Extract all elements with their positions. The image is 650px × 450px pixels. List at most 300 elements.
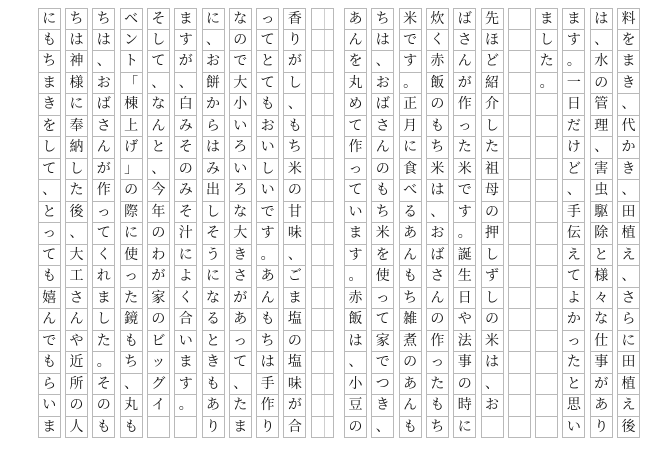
manuscript-cell: 米 [283, 159, 306, 181]
manuscript-cell: が [229, 288, 252, 310]
manuscript-cell [311, 137, 334, 159]
manuscript-cell: 飯 [344, 309, 367, 331]
manuscript-cell: の [283, 180, 306, 202]
manuscript-cell [535, 223, 558, 245]
manuscript-cell: 手 [256, 374, 279, 396]
manuscript-cell: 使 [371, 266, 394, 288]
manuscript-cell: い [562, 417, 585, 439]
manuscript-cell: し [92, 309, 115, 331]
manuscript-cell: が [453, 73, 476, 95]
manuscript-cell: の [590, 73, 613, 95]
manuscript-cell [535, 202, 558, 224]
manuscript-cell [535, 180, 558, 202]
manuscript-cell: 代 [617, 116, 640, 138]
manuscript-cell: り [590, 417, 613, 439]
manuscript-cell: り [256, 417, 279, 439]
manuscript-cell: 大 [229, 73, 252, 95]
manuscript-cell: も [92, 417, 115, 439]
manuscript-cell: ろ [229, 180, 252, 202]
manuscript-cell: 奉 [65, 116, 88, 138]
manuscript-column [617, 8, 640, 438]
manuscript-column [174, 8, 197, 438]
manuscript-cell: し [481, 245, 504, 267]
manuscript-cell: 人 [65, 417, 88, 439]
manuscript-cell [535, 266, 558, 288]
manuscript-cell: ビ [147, 331, 170, 353]
manuscript-cell: に [617, 331, 640, 353]
manuscript-cell: み [174, 116, 197, 138]
manuscript-cell: あ [344, 8, 367, 30]
manuscript-cell [508, 94, 531, 116]
manuscript-cell: 々 [590, 288, 613, 310]
manuscript-cell: ん [399, 395, 422, 417]
manuscript-cell [311, 374, 334, 396]
manuscript-cell: ん [92, 137, 115, 159]
manuscript-cell: 、 [590, 30, 613, 52]
manuscript-cell: 米 [371, 223, 394, 245]
manuscript-cell: 味 [283, 223, 306, 245]
manuscript-column [38, 8, 61, 438]
manuscript-cell: 法 [453, 331, 476, 353]
manuscript-cell [508, 51, 531, 73]
manuscript-cell: な [590, 309, 613, 331]
manuscript-cell: て [371, 309, 394, 331]
manuscript-cell: さ [453, 30, 476, 52]
manuscript-cell: い [344, 202, 367, 224]
manuscript-cell: 飯 [426, 73, 449, 95]
manuscript-cell: て [147, 51, 170, 73]
manuscript-cell [311, 352, 334, 374]
manuscript-cell: し [202, 202, 225, 224]
manuscript-cell: な [229, 202, 252, 224]
manuscript-cell: お [481, 395, 504, 417]
manuscript-cell [508, 8, 531, 30]
manuscript-cell: の [426, 309, 449, 331]
manuscript-cell: い [174, 331, 197, 353]
manuscript-column [120, 8, 143, 438]
manuscript-cell: 嬉 [38, 288, 61, 310]
manuscript-cell [311, 395, 334, 417]
manuscript-cell: よ [174, 266, 197, 288]
manuscript-cell [535, 374, 558, 396]
manuscript-cell: 時 [453, 395, 476, 417]
manuscript-cell: 。 [344, 266, 367, 288]
manuscript-cell: 日 [453, 288, 476, 310]
manuscript-cell [535, 309, 558, 331]
manuscript-cell [508, 395, 531, 417]
manuscript-cell: の [147, 223, 170, 245]
manuscript-cell: も [120, 417, 143, 439]
manuscript-cell: か [617, 137, 640, 159]
manuscript-column [371, 8, 394, 438]
manuscript-cell [535, 395, 558, 417]
manuscript-cell: を [617, 30, 640, 52]
manuscript-column [311, 8, 334, 438]
manuscript-cell: お [202, 51, 225, 73]
manuscript-cell: も [426, 116, 449, 138]
manuscript-cell: 、 [283, 245, 306, 267]
manuscript-cell: で [399, 30, 422, 52]
manuscript-cell: ま [92, 288, 115, 310]
manuscript-cell: の [147, 309, 170, 331]
manuscript-cell: も [426, 395, 449, 417]
manuscript-cell: 。 [399, 73, 422, 95]
manuscript-cell [535, 245, 558, 267]
manuscript-cell: さ [65, 288, 88, 310]
manuscript-cell: も [202, 374, 225, 396]
manuscript-column [399, 8, 422, 438]
manuscript-column [283, 8, 306, 438]
manuscript-cell: の [229, 30, 252, 52]
manuscript-cell: 赤 [426, 51, 449, 73]
manuscript-cell: は [426, 180, 449, 202]
manuscript-cell: ま [38, 73, 61, 95]
manuscript-cell: り [283, 30, 306, 52]
manuscript-cell: は [344, 331, 367, 353]
manuscript-cell: 事 [590, 352, 613, 374]
manuscript-cell [508, 137, 531, 159]
manuscript-cell: さ [229, 266, 252, 288]
manuscript-cell: や [65, 331, 88, 353]
manuscript-cell: ち [38, 51, 61, 73]
manuscript-cell: た [562, 352, 585, 374]
manuscript-cell [508, 180, 531, 202]
manuscript-cell: 植 [617, 374, 640, 396]
manuscript-cell: が [147, 266, 170, 288]
manuscript-cell: 合 [283, 417, 306, 439]
manuscript-column [562, 8, 585, 438]
manuscript-cell: 。 [453, 223, 476, 245]
manuscript-cell: れ [92, 266, 115, 288]
manuscript-cell: 米 [399, 8, 422, 30]
manuscript-cell: っ [562, 331, 585, 353]
manuscript-cell: き [617, 159, 640, 181]
manuscript-cell: 、 [174, 73, 197, 95]
manuscript-cell: も [120, 331, 143, 353]
manuscript-cell: は [256, 352, 279, 374]
manuscript-cell [311, 51, 334, 73]
manuscript-cell: 赤 [344, 288, 367, 310]
manuscript-cell: 工 [65, 266, 88, 288]
manuscript-cell: さ [426, 266, 449, 288]
manuscript-cell: し [535, 30, 558, 52]
manuscript-cell [311, 180, 334, 202]
manuscript-cell: ベ [120, 8, 143, 30]
manuscript-cell: が [590, 374, 613, 396]
manuscript-cell: 生 [453, 266, 476, 288]
manuscript-cell: 田 [617, 352, 640, 374]
manuscript-cell: 紹 [481, 73, 504, 95]
manuscript-cell: も [38, 352, 61, 374]
manuscript-cell: 料 [617, 8, 640, 30]
manuscript-cell: み [174, 180, 197, 202]
manuscript-cell [311, 288, 334, 310]
manuscript-cell: ど [481, 51, 504, 73]
manuscript-cell: 、 [120, 374, 143, 396]
manuscript-column [426, 8, 449, 438]
manuscript-cell: そ [147, 8, 170, 30]
manuscript-cell: ち [92, 8, 115, 30]
manuscript-cell: 作 [453, 94, 476, 116]
manuscript-cell: 、 [426, 202, 449, 224]
manuscript-cell [508, 266, 531, 288]
manuscript-column [453, 8, 476, 438]
manuscript-cell: て [38, 245, 61, 267]
manuscript-cell: 、 [481, 374, 504, 396]
manuscript-cell [311, 30, 334, 52]
manuscript-column [65, 8, 88, 438]
manuscript-cell: あ [399, 374, 422, 396]
manuscript-cell: は [202, 137, 225, 159]
manuscript-cell: も [38, 266, 61, 288]
manuscript-cell [311, 331, 334, 353]
manuscript-cell: 、 [147, 159, 170, 181]
manuscript-cell [311, 8, 334, 30]
manuscript-cell: す [174, 30, 197, 52]
manuscript-cell: ら [617, 309, 640, 331]
manuscript-cell: く [174, 288, 197, 310]
manuscript-cell: き [38, 94, 61, 116]
manuscript-cell: た [65, 180, 88, 202]
manuscript-cell: 。 [92, 352, 115, 374]
manuscript-cell [508, 202, 531, 224]
manuscript-cell: 甘 [283, 202, 306, 224]
manuscript-cell: き [229, 245, 252, 267]
manuscript-cell: い [38, 395, 61, 417]
manuscript-cell: ま [617, 51, 640, 73]
manuscript-cell: っ [256, 8, 279, 30]
manuscript-cell: 、 [38, 180, 61, 202]
manuscript-cell: ち [426, 137, 449, 159]
manuscript-column [590, 8, 613, 438]
manuscript-cell: 汁 [174, 223, 197, 245]
manuscript-cell: て [256, 73, 279, 95]
manuscript-cell: な [147, 94, 170, 116]
manuscript-cell: ッ [147, 352, 170, 374]
manuscript-cell: に [202, 266, 225, 288]
manuscript-column [147, 8, 170, 438]
manuscript-cell: げ [120, 137, 143, 159]
manuscript-cell: っ [426, 352, 449, 374]
manuscript-cell [508, 331, 531, 353]
manuscript-cell: を [344, 51, 367, 73]
manuscript-cell: も [256, 94, 279, 116]
manuscript-cell: た [535, 51, 558, 73]
manuscript-cell: ち [371, 8, 394, 30]
manuscript-cell: て [38, 159, 61, 181]
manuscript-cell [311, 417, 334, 439]
manuscript-cell: 、 [371, 51, 394, 73]
manuscript-cell: て [562, 266, 585, 288]
manuscript-cell: る [202, 309, 225, 331]
manuscript-cell: 年 [147, 202, 170, 224]
manuscript-cell: も [256, 309, 279, 331]
manuscript-cell [508, 73, 531, 95]
manuscript-cell: の [481, 309, 504, 331]
manuscript-cell: で [229, 51, 252, 73]
manuscript-cell: り [202, 417, 225, 439]
manuscript-cell: 駆 [590, 202, 613, 224]
manuscript-cell: の [283, 331, 306, 353]
manuscript-cell: ち [120, 352, 143, 374]
manuscript-cell: は [371, 30, 394, 52]
manuscript-cell [311, 159, 334, 181]
manuscript-cell [311, 309, 334, 331]
manuscript-cell: ど [562, 159, 585, 181]
manuscript-cell: あ [202, 395, 225, 417]
manuscript-cell: ん [256, 288, 279, 310]
manuscript-cell [481, 417, 504, 439]
manuscript-cell: に [202, 8, 225, 30]
manuscript-cell: 日 [562, 94, 585, 116]
manuscript-cell: の [481, 202, 504, 224]
manuscript-cell: 丸 [344, 73, 367, 95]
manuscript-cell: う [202, 245, 225, 267]
manuscript-cell: け [562, 137, 585, 159]
manuscript-column [535, 8, 558, 438]
manuscript-cell: す [399, 51, 422, 73]
manuscript-cell: 出 [202, 180, 225, 202]
manuscript-cell: ん [453, 51, 476, 73]
manuscript-cell: き [202, 352, 225, 374]
manuscript-cell: も [399, 417, 422, 439]
manuscript-cell: お [371, 73, 394, 95]
manuscript-cell: 誕 [453, 245, 476, 267]
manuscript-cell [535, 331, 558, 353]
manuscript-cell: 雑 [399, 309, 422, 331]
manuscript-cell: と [256, 51, 279, 73]
manuscript-cell: ま [344, 223, 367, 245]
manuscript-cell: も [38, 30, 61, 52]
manuscript-cell: 田 [617, 202, 640, 224]
manuscript-column [202, 8, 225, 438]
manuscript-cell: ん [344, 30, 367, 52]
manuscript-cell: わ [147, 245, 170, 267]
manuscript-cell: 正 [399, 94, 422, 116]
manuscript-cell: 手 [562, 202, 585, 224]
manuscript-cell: は [590, 8, 613, 30]
manuscript-cell: 一 [562, 73, 585, 95]
manuscript-cell: ろ [229, 137, 252, 159]
manuscript-cell: 作 [426, 331, 449, 353]
manuscript-cell: あ [256, 266, 279, 288]
manuscript-cell: て [92, 223, 115, 245]
manuscript-cell: く [426, 30, 449, 52]
manuscript-cell: 後 [617, 417, 640, 439]
manuscript-cell: ば [92, 94, 115, 116]
manuscript-cell: つ [371, 374, 394, 396]
manuscript-cell [508, 288, 531, 310]
manuscript-cell: そ [92, 374, 115, 396]
manuscript-cell: ず [481, 266, 504, 288]
manuscript-cell: 米 [426, 159, 449, 181]
manuscript-cell: 白 [174, 94, 197, 116]
manuscript-cell: ん [65, 309, 88, 331]
manuscript-cell: で [371, 352, 394, 374]
manuscript-cell: て [344, 116, 367, 138]
manuscript-cell: 、 [617, 180, 640, 202]
manuscript-cell: し [256, 159, 279, 181]
manuscript-cell: イ [147, 395, 170, 417]
manuscript-cell: し [481, 116, 504, 138]
manuscript-cell: お [92, 73, 115, 95]
manuscript-cell: あ [229, 309, 252, 331]
manuscript-cell: っ [371, 288, 394, 310]
manuscript-cell: の [174, 159, 197, 181]
manuscript-cell [174, 417, 197, 439]
manuscript-cell: 「 [120, 73, 143, 95]
manuscript-cell: っ [453, 116, 476, 138]
manuscript-cell: が [174, 51, 197, 73]
manuscript-cell: の [92, 395, 115, 417]
manuscript-cell: 伝 [562, 223, 585, 245]
manuscript-cell: の [344, 417, 367, 439]
manuscript-cell: 様 [65, 73, 88, 95]
manuscript-cell: で [453, 180, 476, 202]
manuscript-cell: い [256, 180, 279, 202]
manuscript-cell: 、 [283, 94, 306, 116]
manuscript-cell: 、 [92, 51, 115, 73]
manuscript-cell [535, 417, 558, 439]
manuscript-cell: ち [399, 288, 422, 310]
manuscript-cell [311, 202, 334, 224]
manuscript-cell: 香 [283, 8, 306, 30]
manuscript-cell: 。 [562, 51, 585, 73]
manuscript-cell: と [590, 245, 613, 267]
manuscript-cell: で [256, 202, 279, 224]
manuscript-cell: は [65, 30, 88, 52]
manuscript-cell: す [256, 223, 279, 245]
manuscript-cell: 、 [617, 266, 640, 288]
manuscript-cell: に [120, 223, 143, 245]
manuscript-cell: 作 [256, 395, 279, 417]
manuscript-cell: グ [147, 374, 170, 396]
manuscript-cell: た [426, 374, 449, 396]
manuscript-column [92, 8, 115, 438]
manuscript-cell: 介 [481, 94, 504, 116]
manuscript-cell: に [174, 245, 197, 267]
manuscript-cell: 使 [120, 245, 143, 267]
manuscript-cell: ま [562, 8, 585, 30]
manuscript-cell [311, 73, 334, 95]
manuscript-cell: す [453, 202, 476, 224]
manuscript-cell [508, 352, 531, 374]
manuscript-cell: っ [229, 331, 252, 353]
manuscript-cell [508, 30, 531, 52]
manuscript-cell: も [283, 116, 306, 138]
manuscript-cell: そ [174, 202, 197, 224]
manuscript-cell: 月 [399, 116, 422, 138]
manuscript-cell: 塩 [283, 309, 306, 331]
manuscript-cell: 、 [147, 73, 170, 95]
manuscript-cell: あ [399, 223, 422, 245]
manuscript-cell: と [38, 202, 61, 224]
manuscript-cell: た [229, 395, 252, 417]
manuscript-cell: っ [120, 266, 143, 288]
manuscript-cell [535, 94, 558, 116]
manuscript-cell: ん [38, 309, 61, 331]
manuscript-cell: や [453, 309, 476, 331]
manuscript-cell: 合 [174, 309, 197, 331]
manuscript-cell: ち [283, 137, 306, 159]
manuscript-cell: ば [426, 245, 449, 267]
manuscript-cell: 、 [562, 180, 585, 202]
manuscript-cell: 、 [344, 352, 367, 374]
manuscript-cell: っ [344, 159, 367, 181]
manuscript-cell: い [256, 137, 279, 159]
manuscript-cell: 。 [256, 245, 279, 267]
manuscript-column [229, 8, 252, 438]
